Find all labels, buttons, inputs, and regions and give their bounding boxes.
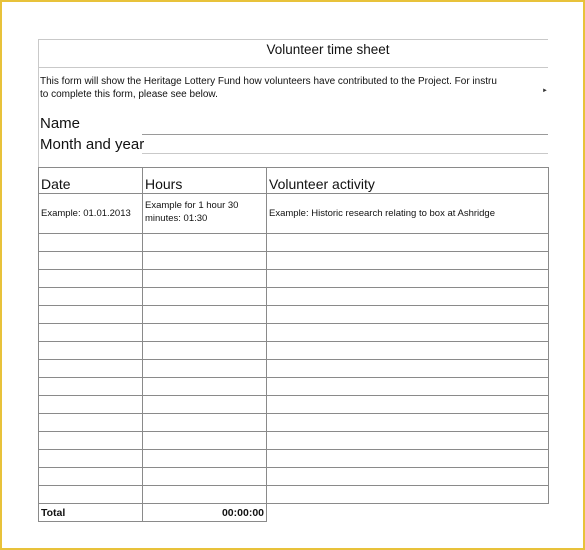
- hours-cell[interactable]: [143, 288, 267, 306]
- hours-cell[interactable]: [143, 396, 267, 414]
- date-cell[interactable]: [39, 468, 143, 486]
- title-divider: [38, 67, 548, 68]
- intro-line-2: to complete this form, please see below.: [40, 89, 218, 100]
- date-cell[interactable]: [39, 450, 143, 468]
- sheet-title: Volunteer time sheet: [266, 42, 390, 57]
- activity-cell[interactable]: [267, 324, 549, 342]
- hours-cell[interactable]: [143, 342, 267, 360]
- header-hours: Hours: [143, 168, 267, 194]
- header-activity: Volunteer activity: [267, 168, 549, 194]
- activity-cell[interactable]: [267, 396, 549, 414]
- activity-cell[interactable]: [267, 450, 549, 468]
- hours-cell[interactable]: [143, 432, 267, 450]
- date-cell[interactable]: [39, 378, 143, 396]
- date-cell[interactable]: [39, 252, 143, 270]
- table-row: [39, 324, 549, 342]
- date-cell[interactable]: [39, 306, 143, 324]
- hours-cell[interactable]: [143, 360, 267, 378]
- example-activity: Example: Historic research relating to box at Ashridge: [267, 194, 549, 234]
- total-label: Total: [39, 504, 143, 522]
- activity-cell[interactable]: [267, 486, 549, 504]
- hours-cell[interactable]: [143, 306, 267, 324]
- total-row: [39, 504, 549, 522]
- top-divider: [38, 39, 548, 40]
- table-row: [39, 450, 549, 468]
- activity-cell[interactable]: [267, 432, 549, 450]
- name-label: Name: [40, 115, 81, 132]
- date-cell[interactable]: [39, 360, 143, 378]
- example-hours: Example for 1 hour 30 minutes: 01:30: [143, 194, 267, 234]
- activity-cell[interactable]: [267, 288, 549, 306]
- hours-cell[interactable]: [143, 270, 267, 288]
- timesheet-table: [38, 167, 548, 522]
- activity-cell[interactable]: [267, 342, 549, 360]
- month-year-line[interactable]: [142, 153, 548, 154]
- hours-cell[interactable]: [143, 450, 267, 468]
- hours-cell[interactable]: [143, 468, 267, 486]
- activity-cell[interactable]: [267, 252, 549, 270]
- table-row: [39, 288, 549, 306]
- header-date: Date: [39, 168, 143, 194]
- hours-cell[interactable]: [143, 378, 267, 396]
- date-cell[interactable]: [39, 414, 143, 432]
- activity-cell[interactable]: [267, 468, 549, 486]
- total-blank: [267, 504, 549, 522]
- activity-cell[interactable]: [267, 378, 549, 396]
- date-cell[interactable]: [39, 324, 143, 342]
- date-cell[interactable]: [39, 288, 143, 306]
- example-date: Example: 01.01.2013: [39, 194, 143, 234]
- table-row: [39, 378, 549, 396]
- table-row: [39, 252, 549, 270]
- table-row: [39, 270, 549, 288]
- left-divider: [38, 39, 39, 167]
- date-cell[interactable]: [39, 486, 143, 504]
- table-row: [39, 306, 549, 324]
- example-row: [39, 194, 549, 234]
- total-hours: 00:00:00: [143, 504, 267, 522]
- hours-cell[interactable]: [143, 486, 267, 504]
- activity-cell[interactable]: [267, 360, 549, 378]
- hours-cell[interactable]: [143, 252, 267, 270]
- blank-rows: [39, 234, 549, 504]
- table-row: [39, 396, 549, 414]
- table-row: [39, 468, 549, 486]
- date-cell[interactable]: [39, 342, 143, 360]
- hours-cell[interactable]: [143, 414, 267, 432]
- header-row: [39, 168, 549, 194]
- table-row: [39, 360, 549, 378]
- name-line[interactable]: [142, 134, 548, 135]
- activity-cell[interactable]: [267, 306, 549, 324]
- table-row: [39, 234, 549, 252]
- table-row: [39, 414, 549, 432]
- date-cell[interactable]: [39, 396, 143, 414]
- date-cell[interactable]: [39, 432, 143, 450]
- table-row: [39, 486, 549, 504]
- activity-cell[interactable]: [267, 234, 549, 252]
- table-row: [39, 342, 549, 360]
- table-row: [39, 432, 549, 450]
- activity-cell[interactable]: [267, 270, 549, 288]
- month-year-label: Month and year: [40, 136, 145, 153]
- activity-cell[interactable]: [267, 414, 549, 432]
- date-cell[interactable]: [39, 270, 143, 288]
- hours-cell[interactable]: [143, 234, 267, 252]
- date-cell[interactable]: [39, 234, 143, 252]
- overflow-arrow-icon: ►: [542, 88, 548, 94]
- intro-line-1: This form will show the Heritage Lottery Fund how volunteers have contributed to the Project. For instru: [40, 76, 497, 87]
- hours-cell[interactable]: [143, 324, 267, 342]
